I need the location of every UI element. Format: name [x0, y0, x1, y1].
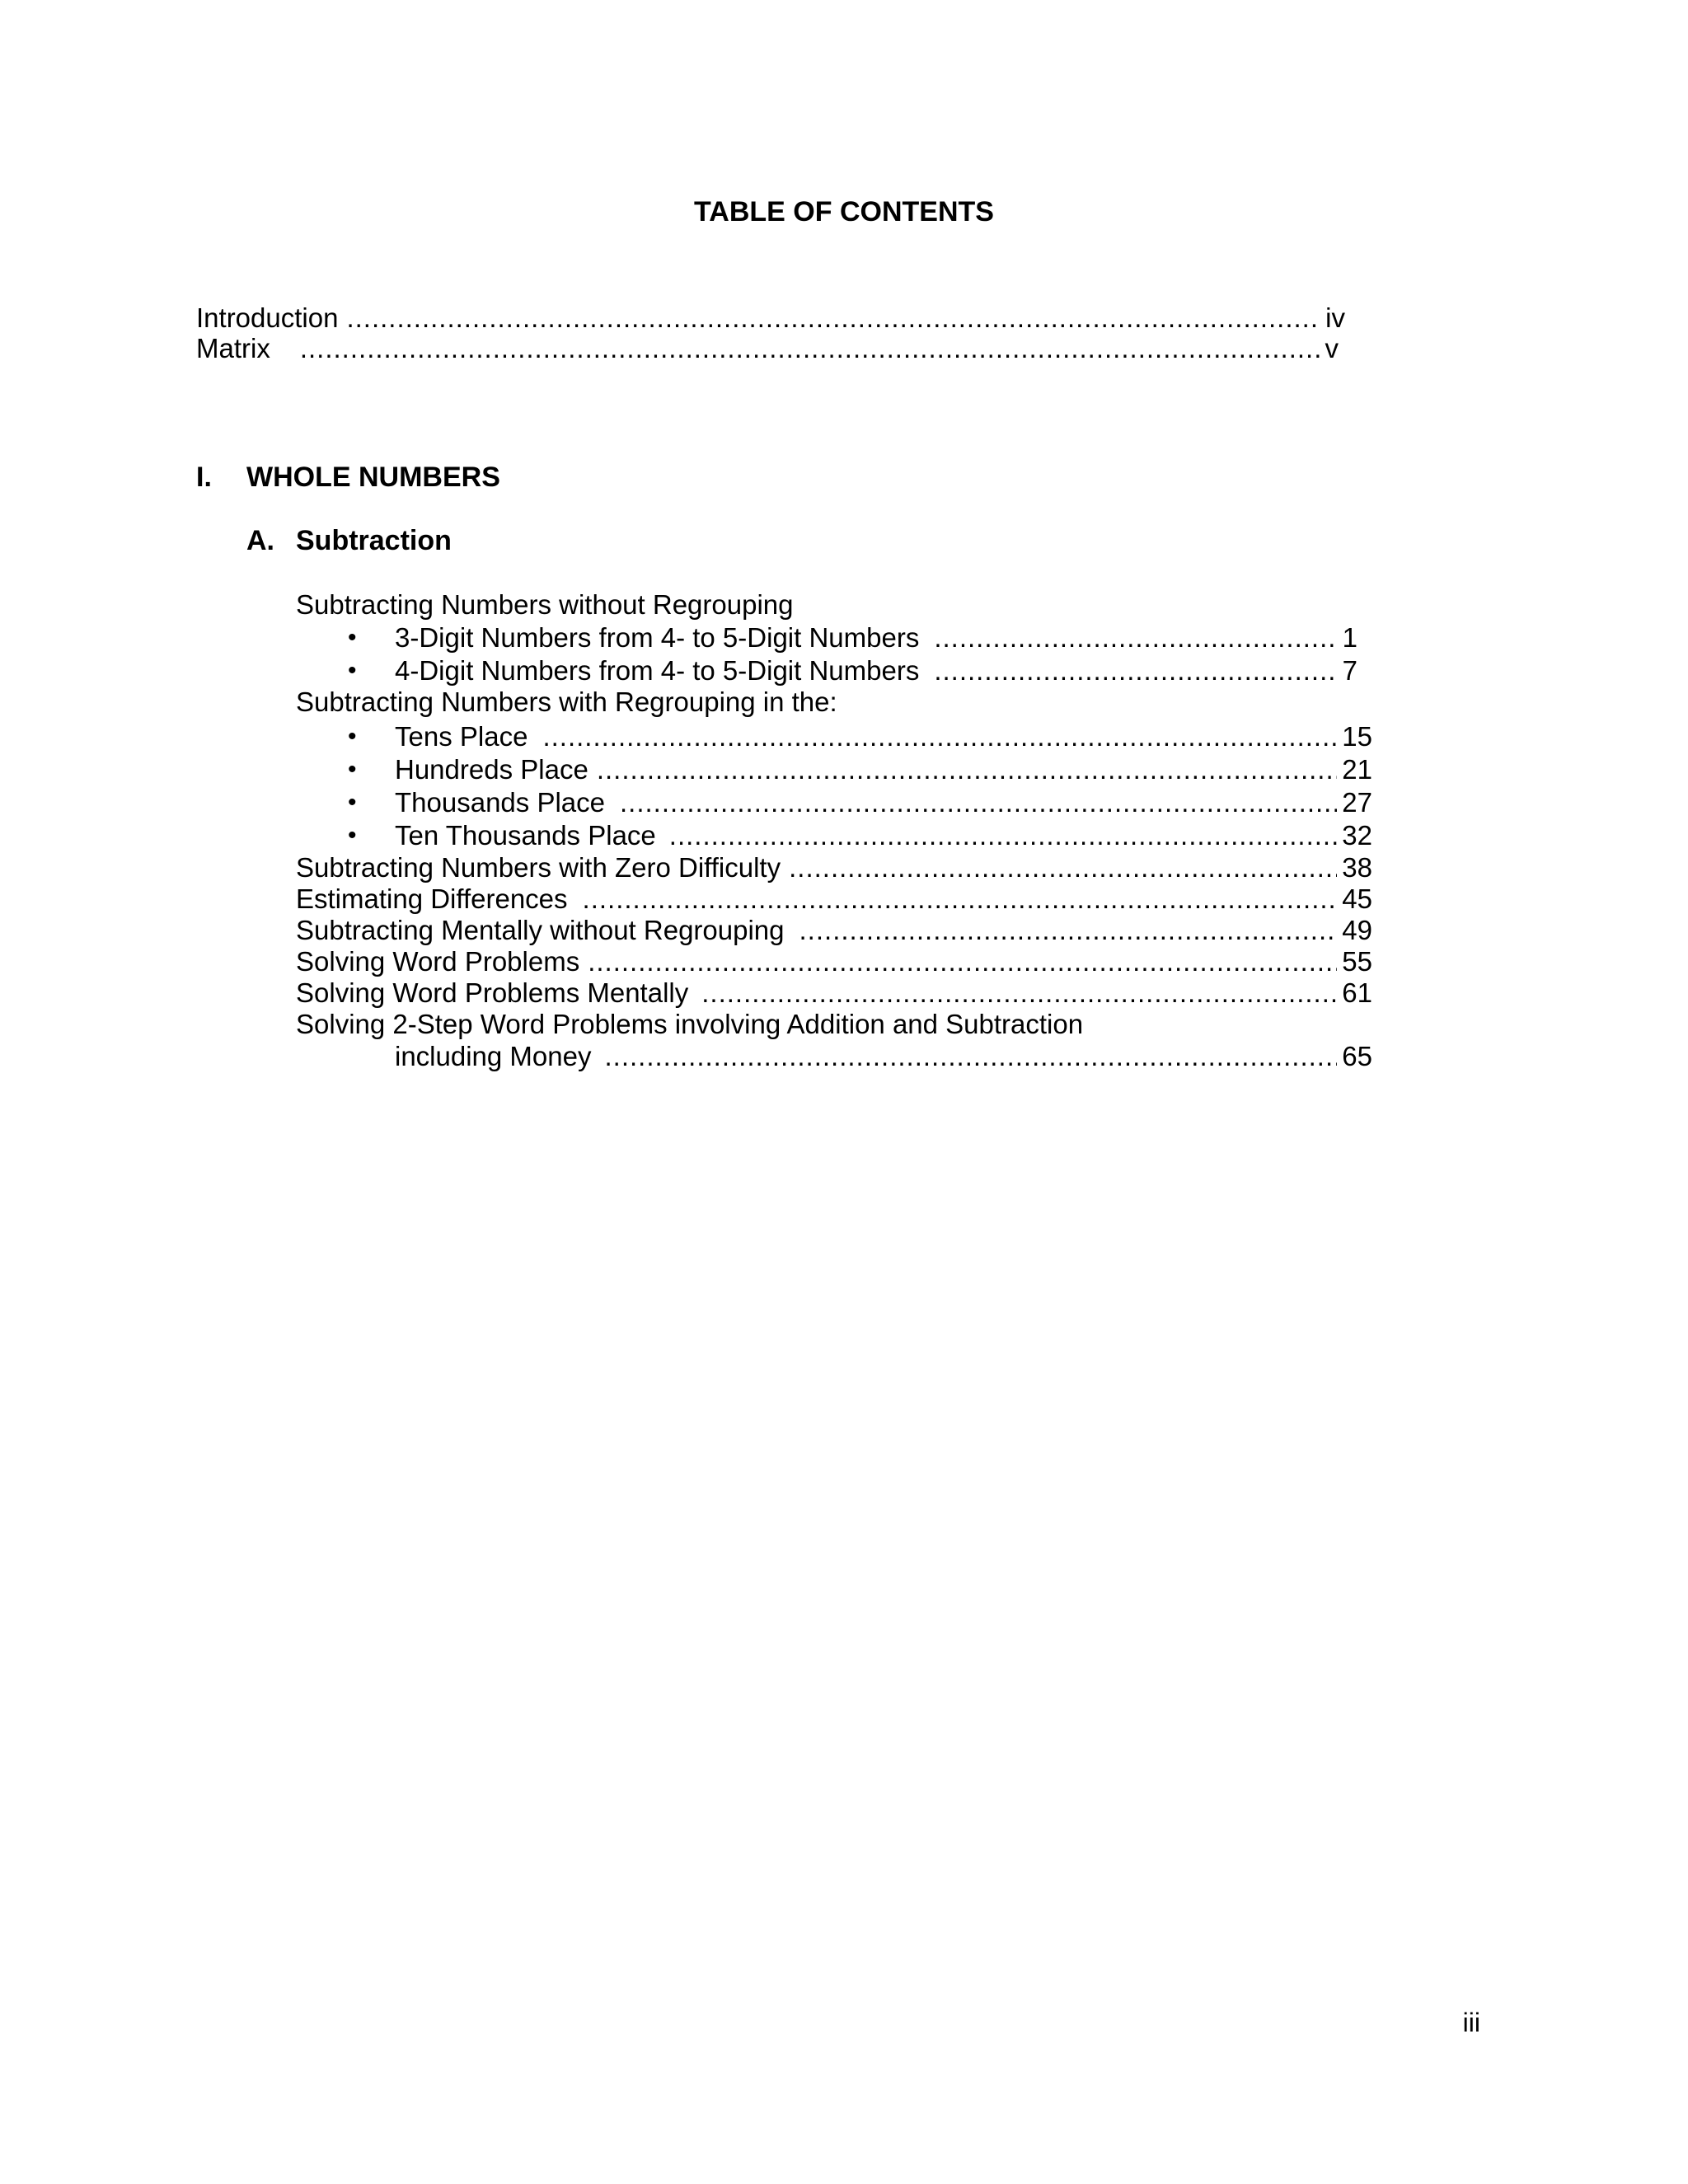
page-number: iii — [1462, 2008, 1480, 2037]
toc-group-heading: Subtracting Numbers without Regrouping — [296, 589, 794, 620]
bullet-icon: • — [348, 624, 357, 651]
bullet-icon: • — [348, 657, 357, 684]
toc-entry-label: including Money — [395, 1041, 592, 1071]
toc-entry[interactable] — [395, 720, 1372, 753]
toc-entry-page: 1 — [1342, 622, 1357, 653]
section-number: I. — [196, 462, 212, 493]
toc-entry[interactable] — [395, 786, 1372, 819]
toc-entry[interactable] — [395, 753, 1372, 786]
toc-entry-line: Solving 2-Step Word Problems involving Addition and Subtraction — [296, 1009, 1084, 1039]
toc-entry-label: Subtracting Mentally without Regrouping — [296, 915, 785, 945]
subsection-letter: A. — [246, 525, 274, 556]
toc-entry-label: Subtracting Numbers with Zero Difficulty — [296, 852, 781, 883]
toc-entry-label: Thousands Place — [395, 787, 605, 818]
toc-entry-label: Solving Word Problems Mentally — [296, 977, 689, 1008]
dot-leader — [701, 977, 1337, 1010]
toc-entry[interactable] — [395, 621, 1357, 654]
toc-entry-label: Hundreds Place — [395, 754, 588, 785]
toc-entry[interactable] — [296, 851, 1372, 884]
dot-leader — [542, 720, 1337, 753]
toc-entry[interactable] — [395, 654, 1357, 687]
dot-leader — [583, 883, 1338, 916]
toc-entry[interactable] — [395, 1040, 1372, 1073]
toc-entry-label: 4-Digit Numbers from 4- to 5-Digit Numbers — [395, 655, 920, 686]
toc-entry-label: Tens Place — [395, 721, 528, 752]
dot-leader — [934, 654, 1337, 687]
toc-entry[interactable] — [296, 945, 1372, 978]
toc-entry[interactable] — [296, 883, 1372, 916]
dot-leader — [669, 819, 1338, 852]
dot-leader — [620, 786, 1337, 819]
toc-entry-page: 49 — [1342, 915, 1372, 945]
toc-entry-label: Solving Word Problems — [296, 946, 580, 977]
toc-entry-page: 65 — [1342, 1041, 1372, 1071]
dot-leader — [934, 621, 1337, 654]
toc-entry-page: iv — [1325, 302, 1345, 333]
toc-entry-matrix[interactable] — [196, 332, 1339, 365]
toc-entry-page: 55 — [1342, 946, 1372, 977]
toc-entry-page: v — [1325, 333, 1339, 363]
toc-entry-label: Matrix — [196, 333, 270, 363]
toc-group-heading: Subtracting Numbers with Regrouping in the: — [296, 687, 837, 717]
bullet-icon: • — [348, 789, 357, 816]
dot-leader — [604, 1040, 1337, 1073]
bullet-icon: • — [348, 723, 357, 750]
toc-entry-page: 32 — [1342, 820, 1372, 851]
dot-leader — [300, 332, 1320, 365]
toc-entry-page: 45 — [1342, 883, 1372, 914]
bullet-icon: • — [348, 822, 357, 849]
toc-entry-page: 15 — [1342, 721, 1372, 752]
toc-entry[interactable] — [296, 914, 1372, 947]
dot-leader — [588, 945, 1337, 978]
toc-entry-label: Ten Thousands Place — [395, 820, 656, 851]
toc-entry[interactable] — [296, 977, 1372, 1010]
dot-leader — [346, 302, 1320, 335]
toc-entry-label: Introduction — [196, 302, 339, 333]
dot-leader — [597, 753, 1337, 786]
toc-entry-page: 61 — [1342, 977, 1372, 1008]
toc-entry-page: 7 — [1342, 655, 1357, 686]
bullet-icon: • — [348, 756, 357, 783]
subsection-title: Subtraction — [296, 525, 452, 556]
section-title: WHOLE NUMBERS — [246, 462, 500, 493]
toc-entry-page: 38 — [1342, 852, 1372, 883]
toc-entry-page: 27 — [1342, 787, 1372, 818]
toc-entry-introduction[interactable] — [196, 302, 1345, 335]
dot-leader — [789, 851, 1337, 884]
toc-entry[interactable] — [395, 819, 1372, 852]
toc-entry-label: Estimating Differences — [296, 883, 568, 914]
toc-entry-label: 3-Digit Numbers from 4- to 5-Digit Numbers — [395, 622, 920, 653]
page-title: TABLE OF CONTENTS — [694, 196, 994, 227]
toc-entry-page: 21 — [1342, 754, 1372, 785]
dot-leader — [799, 914, 1338, 947]
